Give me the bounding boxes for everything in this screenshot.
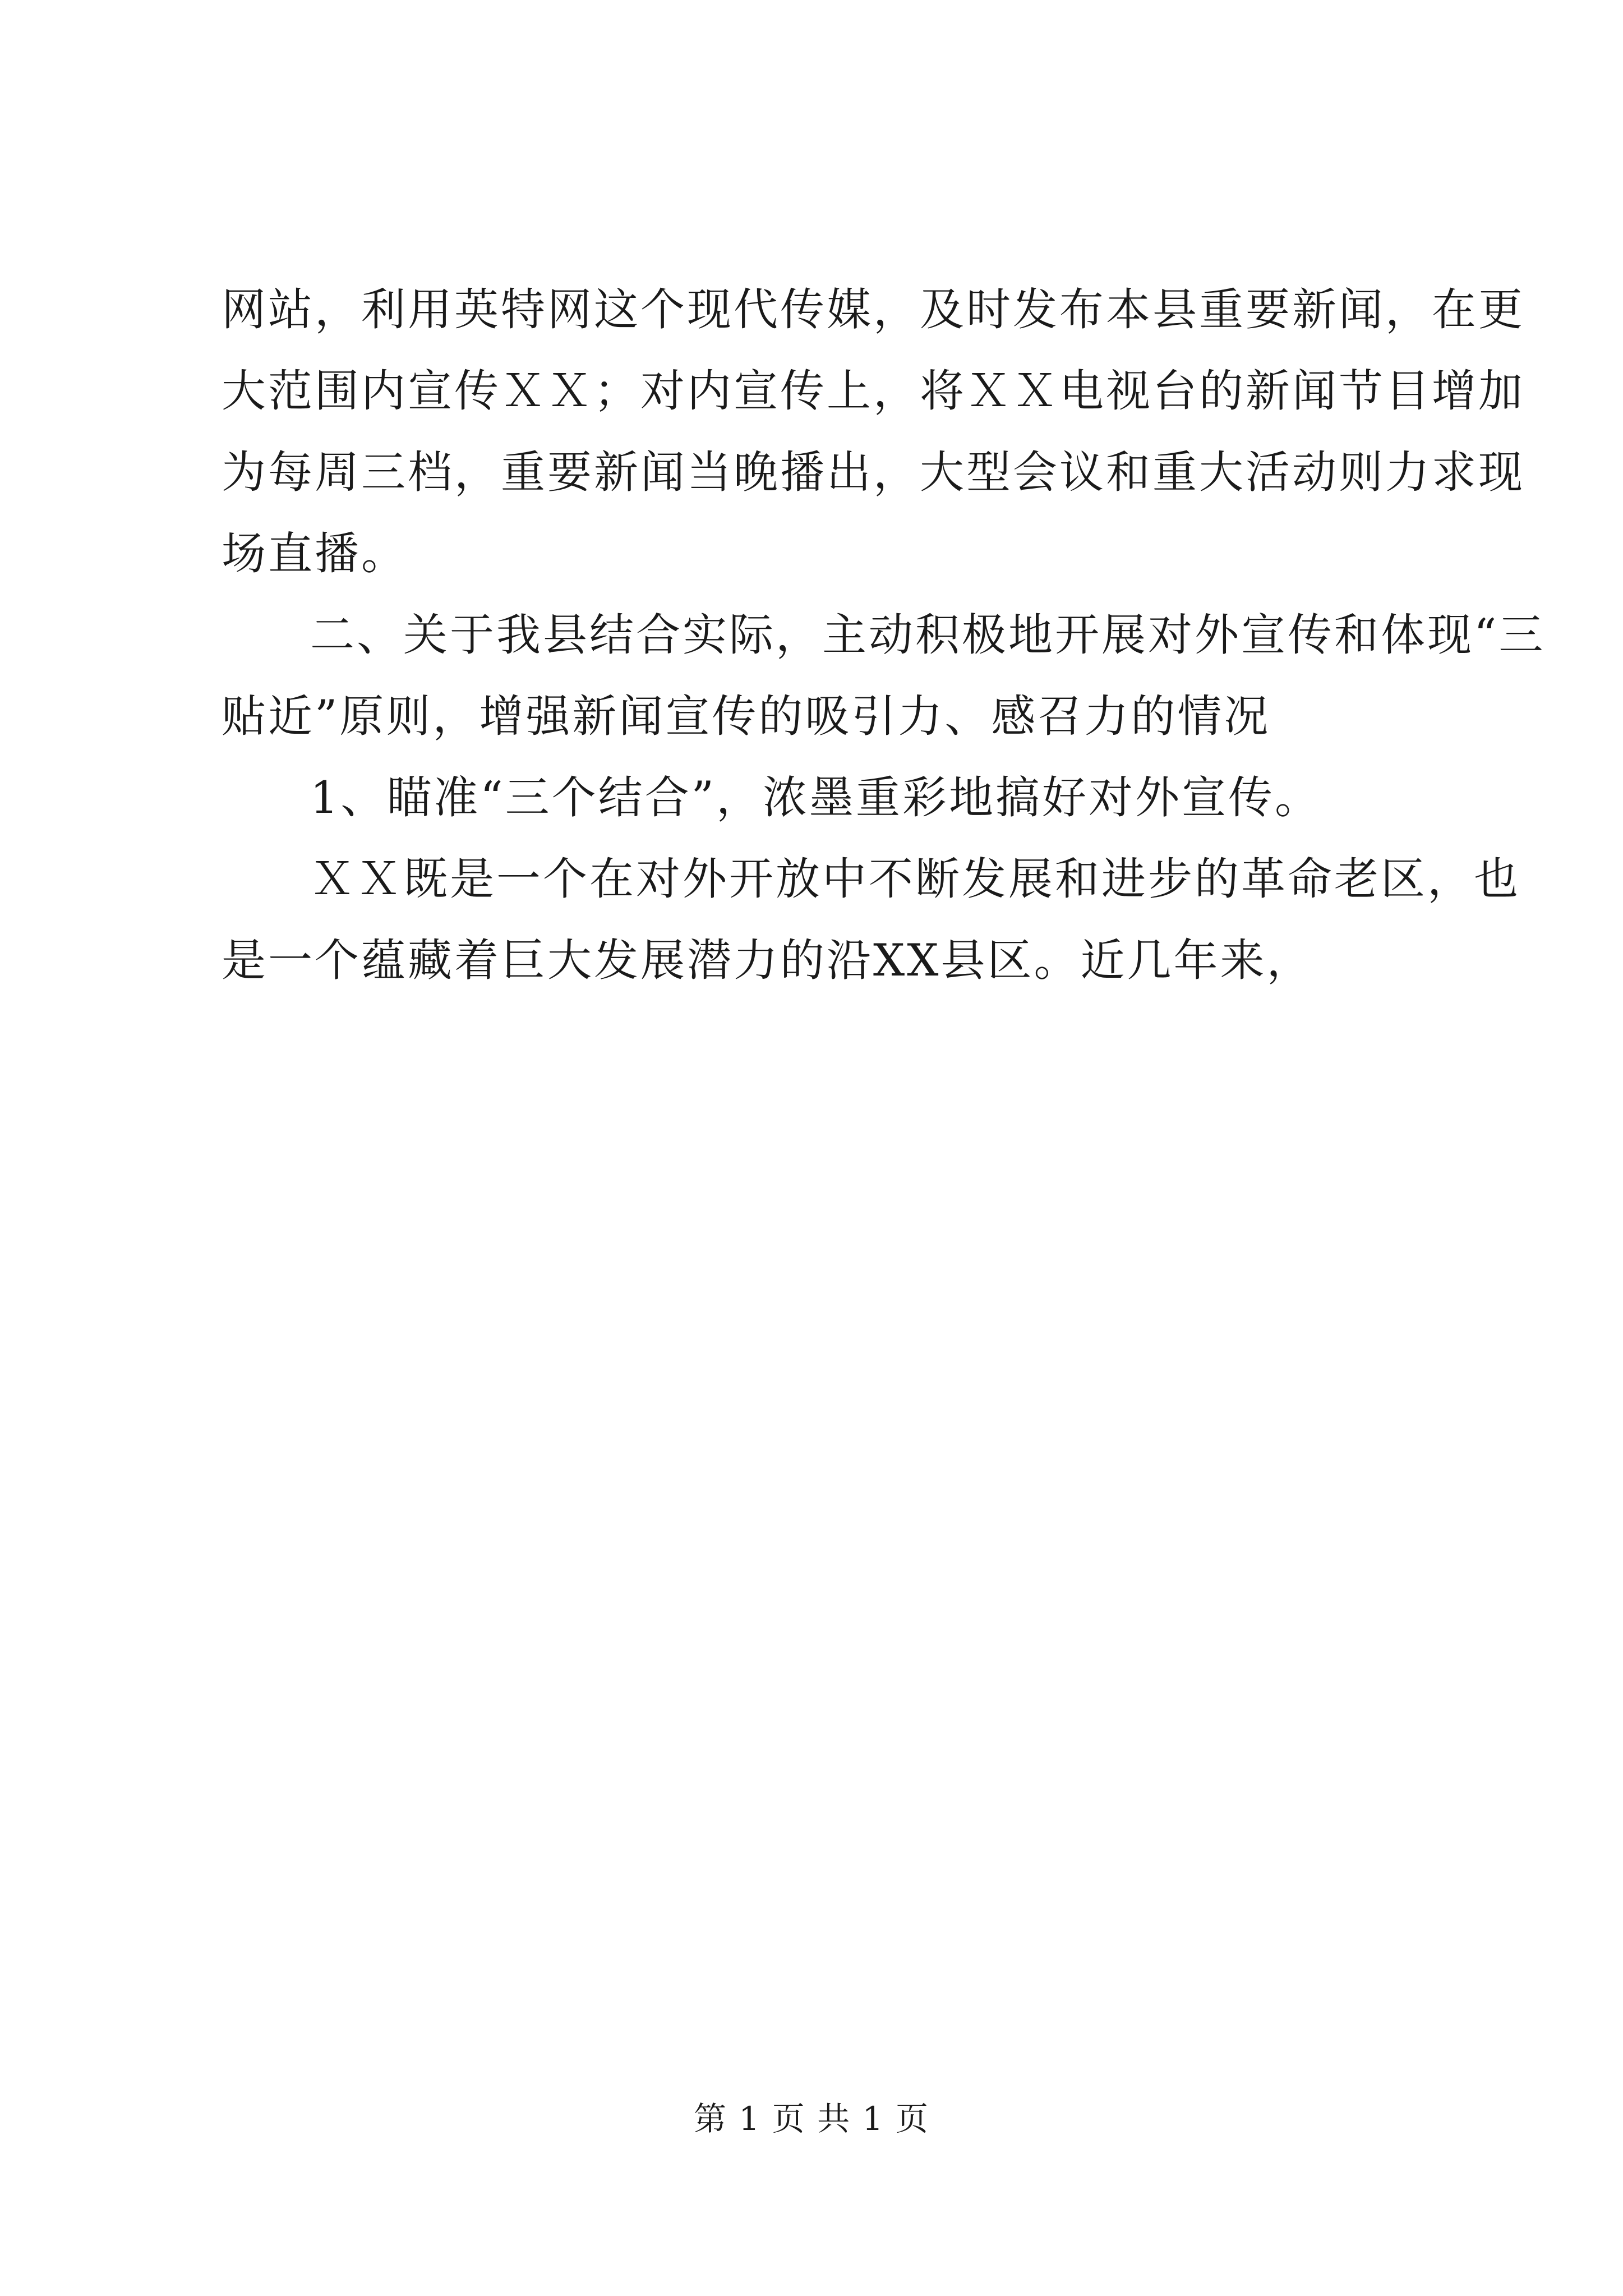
paragraph-4: [222, 839, 1520, 1001]
paragraph-line: 1、瞄准“三个结合”，浓墨重彩地搞好对外宣传。: [310, 772, 1322, 823]
paragraph-line: 二、关于我县结合实际，主动积极地开展对外宣传和体现“三: [310, 609, 1546, 661]
paragraph-line: 为每周三档，重要新闻当晚播出，大型会议和重大活动则力求现: [222, 447, 1525, 498]
paragraph-line: 大范围内宣传ＸＸ；对内宣传上，将ＸＸ电视台的新闻节目增加: [222, 365, 1525, 417]
paragraph-line: 网站，利用英特网这个现代传媒，及时发布本县重要新闻，在更: [222, 284, 1525, 335]
paragraph-line: 贴近”原则，增强新闻宣传的吸引力、感召力的情况: [222, 691, 1271, 742]
paragraph-line: ＸＸ既是一个在对外开放中不断发展和进步的革命老区，也: [310, 853, 1520, 905]
document-body: [222, 269, 1546, 1001]
page-footer: 第 1 页 共 1 页: [694, 2100, 929, 2138]
subheading-1: [222, 757, 1433, 839]
paragraph-line: 场直播。: [222, 528, 408, 579]
paragraph-1: [222, 269, 1525, 595]
paragraph-line: 是一个蕴藏着巨大发展潜力的沿XX县区。近几年来，: [222, 935, 1313, 986]
section-heading-2: [222, 595, 1546, 757]
